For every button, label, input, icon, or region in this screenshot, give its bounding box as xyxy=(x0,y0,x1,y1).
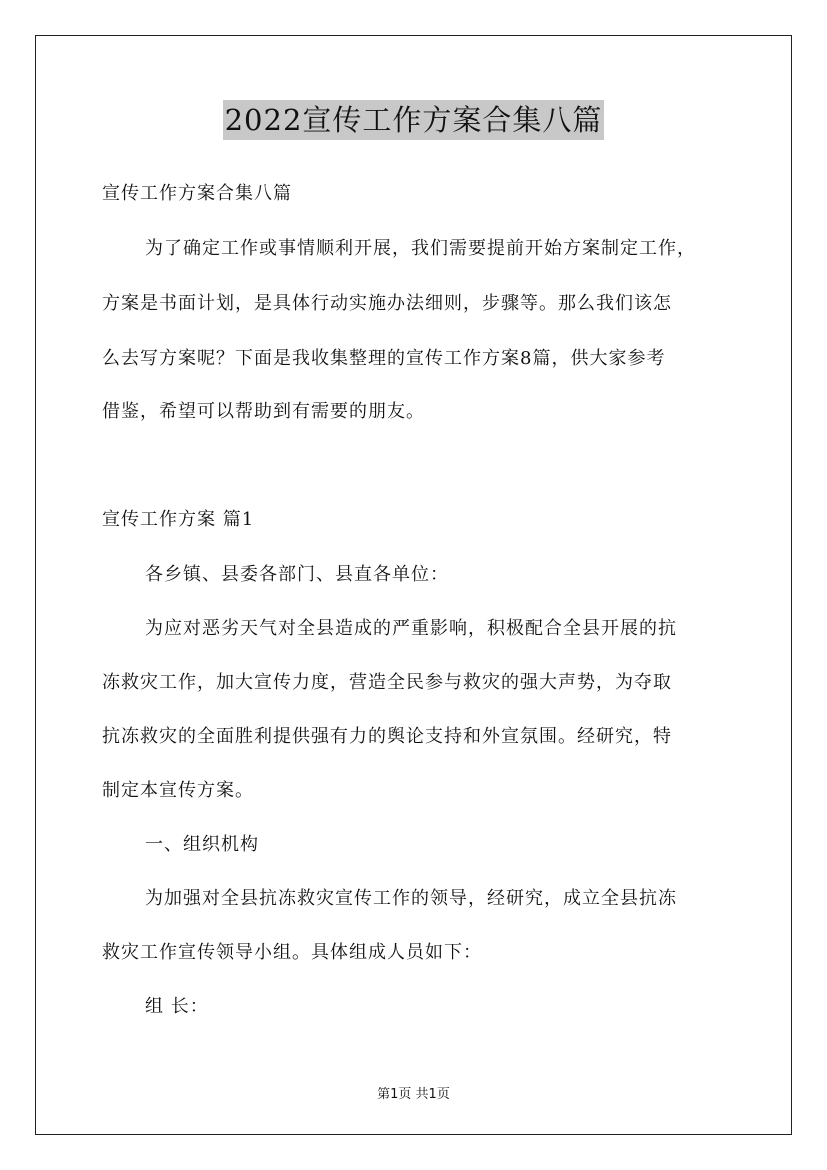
intro-line: 为了确定工作或事情顺利开展，我们需要提前开始方案制定工作， xyxy=(145,238,696,259)
page-footer: 第1页 共1页 xyxy=(377,1087,450,1102)
intro-line: 借鉴，希望可以帮助到有需要的朋友。 xyxy=(102,401,425,422)
document-subtitle: 宣传工作方案合集八篇 xyxy=(102,183,292,204)
paragraph-line: 制定本宣传方案。 xyxy=(102,780,254,801)
item-heading: 一、组织机构 xyxy=(145,834,259,855)
leader-label: 组 长： xyxy=(145,996,209,1017)
title-container xyxy=(0,100,827,140)
document-title: 2022宣传工作方案合集八篇 xyxy=(223,100,605,140)
paragraph-line: 抗冻救灾的全面胜利提供强有力的舆论支持和外宣氛围。经研究，特 xyxy=(102,726,672,747)
paragraph-line: 为应对恶劣天气对全县造成的严重影响，积极配合全县开展的抗 xyxy=(145,618,677,639)
salutation: 各乡镇、县委各部门、县直各单位： xyxy=(145,564,449,585)
intro-line: 方案是书面计划，是具体行动实施办法细则，步骤等。那么我们该怎 xyxy=(102,293,672,314)
intro-line: 么去写方案呢？下面是我收集整理的宣传工作方案8篇，供大家参考 xyxy=(102,348,666,369)
section-heading: 宣传工作方案 篇1 xyxy=(102,509,255,530)
paragraph-line: 为加强对全县抗冻救灾宣传工作的领导，经研究，成立全县抗冻 xyxy=(145,888,677,909)
paragraph-line: 冻救灾工作，加大宣传力度，营造全民参与救灾的强大声势，为夺取 xyxy=(102,672,672,693)
paragraph-line: 救灾工作宣传领导小组。具体组成人员如下： xyxy=(102,942,482,963)
